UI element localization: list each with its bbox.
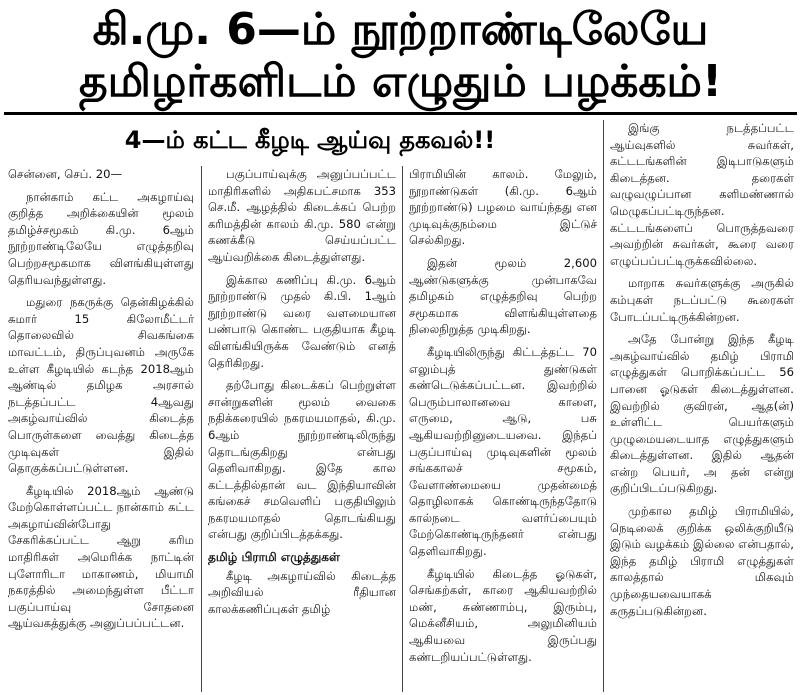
column-divider bbox=[402, 166, 403, 692]
paragraph: கீழடியிலிருந்து கிட்டத்தட்ட 70 எலும்புத் துண்டுகள் கண்டெடுக்கப்பட்டன. இவற்றில் பெரும்பாலானவை காளை, எருமை, ஆடு, பசு ஆகியவற்றினுடையவை. இந்தப் பகுப்பாய்வு முடிவுகளின் மூலம் சங்ககாலச் சமூகம், வேளாண்மையை முதன்மைத் தொழிலாகக் கொண்டிருந்ததோடு கால்நடை வளர்ப்பையும் மேற்கொண்டிருந்தனர் என்பது தெளிவாகிறது. bbox=[409, 344, 597, 559]
subheadline: 4—ம் கட்ட கீழடி ஆய்வு தகவல்!! bbox=[124, 126, 496, 154]
article-column-1 bbox=[8, 166, 194, 692]
headline bbox=[0, 4, 801, 108]
paragraph: இங்கு நடத்தப்பட்ட ஆய்வுகளில் சுவர்கள், கட்டடங்களின் இடிபாடுகளும் கிடைத்தன. தரைகள் வழுவழுப்பான களிமண்ணால் மெழுகப்பட்டிருந்தன. கட்டடங்களைப் பொருத்தவரை அவற்றின் சுவர்கள், கூரை வரை எழுப்பப்பட்டிருக்கவில்லை. bbox=[610, 121, 794, 268]
article-column-2 bbox=[208, 166, 396, 692]
headline-line-2: தமிழர்களிடம் எழுதும் பழக்கம்! bbox=[78, 56, 723, 107]
paragraph: அதே போன்று இந்த கீழடி அகழ்வாய்வில் தமிழ் பிராமி எழுத்துகள் பொறிக்கப்பட்ட 56 பானை ஓடுகள் கிடைத்துள்ளன. இவற்றில் குவிரன், ஆத(ன்) உள்ளிட்ட பெயர்களும் முழுமையடையாத எழுத்துகளும் கிடைத்துள்ளன. இதில் ஆதன் என்ற பெயர், அ தன் என்று குறிப்பிடப்படுகிறது. bbox=[610, 332, 794, 496]
headline-line-1: கி.மு. 6—ம் நூற்றாண்டிலேயே bbox=[92, 4, 709, 55]
paragraph: தற்போது கிடைக்கப் பெற்றுள்ள சான்றுகளின் மூலம் வைகை நதிக்கரையில் நகரமயமாதல், கி.மு. 6ஆம் நூற்றாண்டிலிருந்து தொடங்குகிறது என்பது தெளிவாகிறது. இதே கால கட்டத்தில்தான் வட இந்தியாவின் கங்கைச் சமவெளிப் பகுதியிலும் நகரமயமாதல் தொடங்கியது என்பது குறிப்பிடத்தக்கது. bbox=[208, 378, 396, 542]
column-divider bbox=[603, 120, 604, 692]
article-column-3 bbox=[409, 166, 597, 692]
paragraph: கீழடியில் கிடைத்த ஓடுகள், செங்கற்கள், காரை ஆகியவற்றில் மண், சுண்ணாம்பு, இரும்பு, மெக்னீசியம், அலுமினியம் ஆகியவை இருப்பது கண்டறியப்பட்டுள்ளது. bbox=[409, 566, 597, 664]
paragraph: பகுப்பாய்வுக்கு அனுப்பப்பட்ட மாதிரிகளில் அதிகபட்சமாக 353 செ.மீ. ஆழத்தில் கிடைக்கப் பெற்ற கரிமத்தின் காலம் கி.மு. 580 என்று கணக்கீடு செய்யப்பட்ட ஆய்வறிக்கை கிடைத்துள்ளது. bbox=[208, 167, 396, 264]
column-divider bbox=[201, 166, 202, 692]
paragraph: கீழடி அகழாய்வில் கிடைத்த அறிவியல் ரீதியான காலக்கணிப்புகள் தமிழ் bbox=[208, 568, 396, 616]
paragraph: நான்காம் கட்ட அகழாய்வு குறித்த அறிக்கையின் மூலம் தமிழ்ச்சமூகம் கி.மு. 6ஆம் நூற்றாண்டிலேயே எழுத்தறிவு பெற்றசமூகமாக விளங்கியுள்ளது தெரியவந்துள்ளது. bbox=[8, 189, 194, 287]
paragraph: கீழடியில் 2018ஆம் ஆண்டு மேற்கொள்ளப்பட்ட நான்காம் கட்ட அகழாய்வின்போது சேகரிக்கப்பட்ட ஆறு கரிம மாதிரிகள் அமெரிக்க நாட்டின் புளோரிடா மாகாணம், மியாமி நகரத்தில் அமைந்துள்ள பீட்டா பகுப்பாய்வு சோதனை ஆய்வகத்துக்கு அனுப்பப்பட்டன. bbox=[8, 483, 194, 631]
paragraph: மதுரை நகருக்கு தென்கிழக்கில் சுமார் 15 கிலோமீட்டர் தொலைவில் சிவகங்கை மாவட்டம், திருப்புவனம் அருகே உள்ள கீழடியில் கடந்த 2018ஆம் ஆண்டில் தமிழக அரசால் நடத்தப்பட்ட 4ஆவது அகழ்வாய்வில் கிடைத்த பொருள்களை வைத்து கிடைத்த முடிவுகள் இதில் தொகுக்கப்பட்டுள்ளன. bbox=[8, 295, 194, 476]
paragraph: இக்கால கணிப்பு கி.மு. 6ஆம் நூற்றாண்டு முதல் கி.பி. 1ஆம் நூற்றாண்டு வரை வளமையான பண்பாடு கொண்ட பகுதியாக கீழடி விளங்கியிருக்க வேண்டும் எனத் தெரிகிறது. bbox=[208, 272, 396, 370]
paragraph: முற்கால தமிழ் பிராமியில், நெடிலைக் குறிக்க ஒலிக்குறியீடு இடும் வழக்கம் இல்லை என்பதால், இந்த தமிழ் பிராமி எழுத்துகள் காலத்தால் மிகவும் முந்தையவையாகக் கருதப்படுகின்றன. bbox=[610, 504, 794, 618]
dateline: சென்னை, செப். 20— bbox=[8, 167, 123, 181]
headline-rule bbox=[4, 112, 797, 115]
paragraph: பிராமியின் காலம். மேலும், நூறாண்டுகள் (கி.மு. 6ஆம் நூற்றாண்டு) பழமை வாய்ந்தது என முடிவுக்குநம்மை இட்டுச் செல்கிறது. bbox=[409, 167, 597, 248]
paragraph: இதன் மூலம் 2,600 ஆண்டுகளுக்கு முன்பாகவே தமிழகம் எழுத்தறிவு பெற்ற சமூகமாக விளங்கியுள்ளதை நிலைநிறுத்த முடிகிறது. bbox=[409, 255, 597, 337]
article-column-4 bbox=[610, 120, 794, 692]
paragraph: மாறாக சுவர்களுக்கு அருகில் கம்புகள் நடப்பட்டு கூரைகள் போடப்பட்டிருக்கின்றன. bbox=[610, 276, 794, 324]
section-subtitle: தமிழ் பிராமி எழுத்துகள் bbox=[208, 550, 340, 565]
